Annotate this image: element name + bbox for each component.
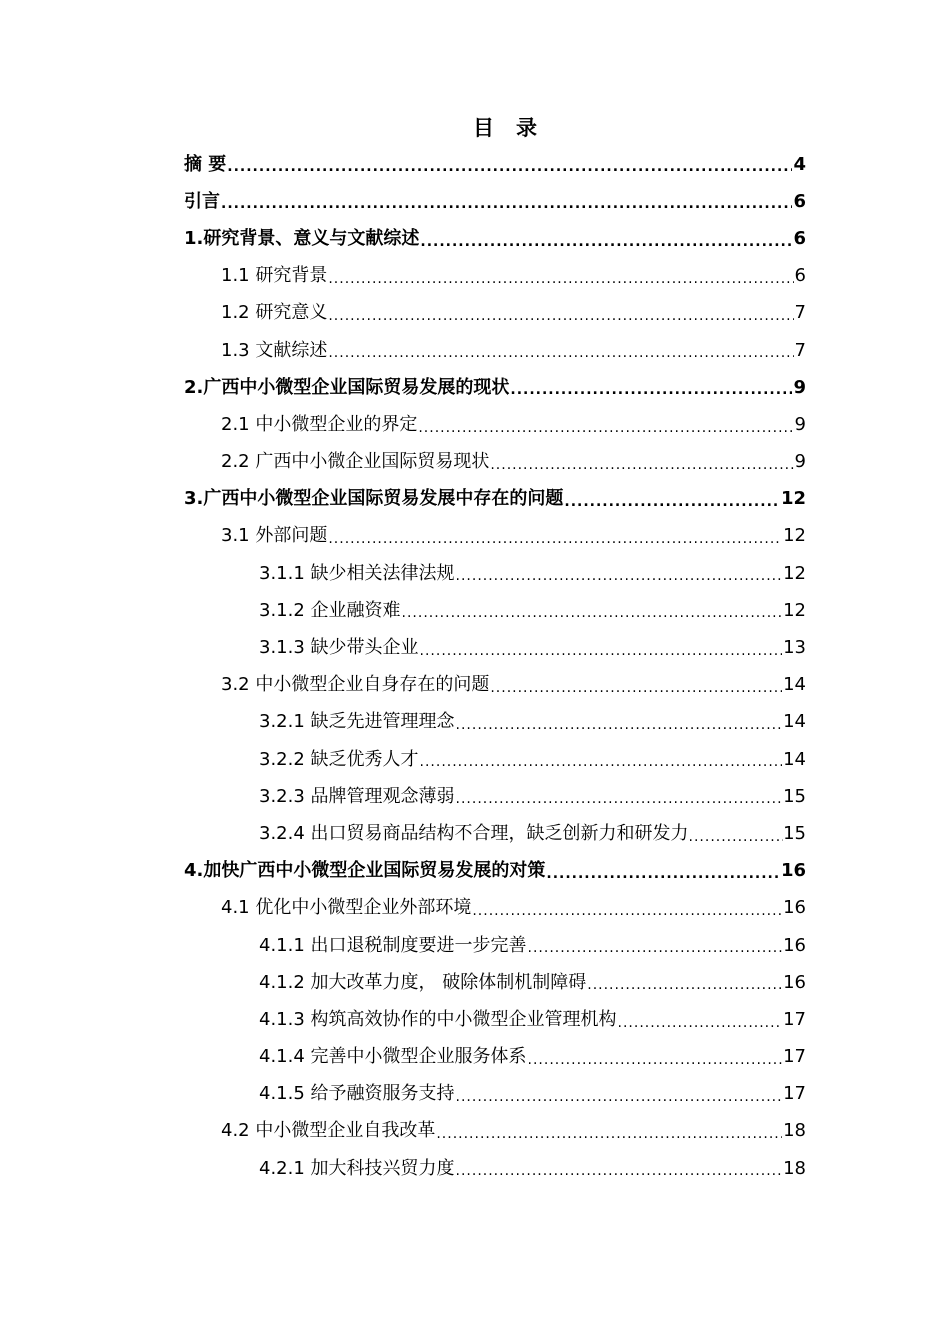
toc-page-number: 12	[780, 488, 806, 510]
toc-entry[interactable]	[184, 964, 806, 1001]
toc-entry[interactable]	[184, 1076, 806, 1113]
toc-entry-text: 1.1 研究背景	[221, 265, 328, 287]
toc-dot-leader	[528, 941, 783, 964]
toc-page-number: 17	[783, 1046, 806, 1068]
toc-entry-text: 2.1 中小微型企业的界定	[221, 413, 418, 435]
toc-page-number: 6	[794, 265, 806, 287]
toc-page-number: 15	[783, 822, 806, 844]
toc-dot-leader	[528, 1053, 783, 1076]
toc-page-number: 16	[783, 897, 806, 919]
toc-entry[interactable]	[184, 481, 806, 518]
toc-entry[interactable]	[184, 555, 806, 592]
toc-page-number: 14	[783, 711, 806, 733]
toc-page-number: 12	[783, 599, 806, 621]
toc-entry-text: 3.1.3 缺少带头企业	[259, 637, 419, 659]
toc-entry[interactable]	[184, 332, 806, 369]
toc-dot-leader	[546, 867, 780, 890]
toc-page-number: 16	[780, 860, 806, 882]
toc-entry[interactable]	[184, 592, 806, 629]
toc-entry[interactable]	[184, 518, 806, 555]
toc-entry[interactable]	[184, 295, 806, 332]
toc-entry-text: 4.1.4 完善中小微型企业服务体系	[259, 1046, 527, 1068]
toc-entry-text: 2.广西中小微型企业国际贸易发展的现状	[184, 376, 510, 398]
toc-entry[interactable]	[184, 146, 806, 183]
toc-entry-text: 2.2 广西中小微企业国际贸易现状	[221, 451, 490, 473]
toc-entry-text: 摘 要	[184, 153, 227, 175]
toc-dot-leader	[456, 792, 783, 815]
toc-entry-text: 4.1.5 给予融资服务支持	[259, 1083, 455, 1105]
toc-dot-leader	[328, 346, 793, 369]
toc-entry[interactable]	[184, 853, 806, 890]
toc-page-number: 9	[794, 413, 806, 435]
toc-entry[interactable]	[184, 667, 806, 704]
toc-entry-text: 3.1.2 企业融资难	[259, 599, 401, 621]
toc-entry-text: 引言	[184, 190, 220, 212]
toc-page-number: 14	[783, 748, 806, 770]
toc-page-number: 12	[783, 562, 806, 584]
toc-page-number: 7	[794, 302, 806, 324]
toc-dot-leader	[227, 160, 792, 183]
toc-dot-leader	[418, 421, 793, 444]
toc-entry[interactable]	[184, 1001, 806, 1038]
toc-page-number: 12	[783, 525, 806, 547]
toc-entry-text: 1.2 研究意义	[221, 302, 328, 324]
toc-page-number: 4	[793, 153, 806, 175]
toc-title	[0, 112, 950, 142]
toc-page-number: 9	[793, 376, 806, 398]
toc-dot-leader	[328, 272, 793, 295]
toc-entry-text: 4.1 优化中小微型企业外部环境	[221, 897, 472, 919]
toc-page-number: 6	[793, 190, 806, 212]
toc-entry-text: 3.广西中小微型企业国际贸易发展中存在的问题	[184, 488, 564, 510]
toc-entry[interactable]	[184, 778, 806, 815]
toc-entry[interactable]	[184, 444, 806, 481]
toc-dot-leader	[456, 718, 783, 741]
toc-entry-text: 4.加快广西中小微型企业国际贸易发展的对策	[184, 860, 546, 882]
toc-entry[interactable]	[184, 183, 806, 220]
toc-entry-text: 4.1.3 构筑高效协作的中小微型企业管理机构	[259, 1008, 617, 1030]
toc-title-char-2: 录	[516, 116, 537, 140]
toc-page-number: 14	[783, 674, 806, 696]
toc-page-number: 15	[783, 785, 806, 807]
toc-dot-leader	[420, 235, 792, 258]
table-of-contents	[184, 146, 806, 1187]
toc-entry[interactable]	[184, 406, 806, 443]
toc-entry[interactable]	[184, 704, 806, 741]
toc-dot-leader	[456, 1164, 783, 1187]
toc-page-number: 9	[794, 451, 806, 473]
toc-entry[interactable]	[184, 1039, 806, 1076]
toc-entry-text: 3.2.1 缺乏先进管理理念	[259, 711, 455, 733]
toc-entry[interactable]	[184, 927, 806, 964]
toc-dot-leader	[564, 495, 780, 518]
toc-dot-leader	[402, 606, 783, 629]
toc-entry-text: 3.1.1 缺少相关法律法规	[259, 562, 455, 584]
toc-page-number: 17	[783, 1083, 806, 1105]
toc-dot-leader	[436, 1127, 782, 1150]
toc-entry-text: 4.1.2 加大改革力度， 破除体制机制障碍	[259, 971, 587, 993]
toc-page-number: 18	[783, 1157, 806, 1179]
toc-page-number: 6	[793, 227, 806, 249]
toc-dot-leader	[328, 309, 793, 332]
toc-entry[interactable]	[184, 890, 806, 927]
toc-entry-text: 3.2.4 出口贸易商品结构不合理，缺乏创新力和研发力	[259, 822, 689, 844]
toc-dot-leader	[456, 569, 783, 592]
toc-entry-text: 3.2.3 品牌管理观念薄弱	[259, 785, 455, 807]
toc-entry-text: 1.研究背景、意义与文献综述	[184, 227, 420, 249]
toc-page-number: 17	[783, 1008, 806, 1030]
toc-entry-text: 1.3 文献综述	[221, 339, 328, 361]
toc-page-number: 13	[783, 637, 806, 659]
toc-dot-leader	[490, 681, 782, 704]
toc-page-number: 18	[783, 1120, 806, 1142]
toc-entry-text: 4.1.1 出口退税制度要进一步完善	[259, 934, 527, 956]
toc-entry[interactable]	[184, 815, 806, 852]
toc-entry-text: 4.2.1 加大科技兴贸力度	[259, 1157, 455, 1179]
toc-dot-leader	[328, 532, 782, 555]
toc-dot-leader	[510, 383, 792, 406]
toc-entry[interactable]	[184, 220, 806, 257]
toc-dot-leader	[490, 458, 793, 481]
toc-title-char-1: 目	[473, 116, 494, 140]
toc-page-number: 16	[783, 934, 806, 956]
toc-entry-text: 3.2.2 缺乏优秀人才	[259, 748, 419, 770]
toc-entry[interactable]	[184, 629, 806, 666]
toc-entry[interactable]	[184, 1150, 806, 1187]
toc-dot-leader	[456, 1090, 783, 1113]
toc-page-number: 7	[794, 339, 806, 361]
toc-entry-text: 3.1 外部问题	[221, 525, 328, 547]
toc-dot-leader	[689, 830, 784, 853]
toc-page-number: 16	[783, 971, 806, 993]
toc-dot-leader	[221, 197, 792, 220]
toc-entry[interactable]	[184, 1113, 806, 1150]
toc-entry[interactable]	[184, 369, 806, 406]
toc-dot-leader	[420, 644, 783, 667]
toc-dot-leader	[472, 904, 782, 927]
toc-dot-leader	[618, 1016, 783, 1039]
toc-entry[interactable]	[184, 741, 806, 778]
toc-entry[interactable]	[184, 258, 806, 295]
toc-dot-leader	[420, 755, 783, 778]
toc-entry-text: 3.2 中小微型企业自身存在的问题	[221, 674, 490, 696]
toc-entry-text: 4.2 中小微型企业自我改革	[221, 1120, 436, 1142]
toc-dot-leader	[587, 978, 782, 1001]
